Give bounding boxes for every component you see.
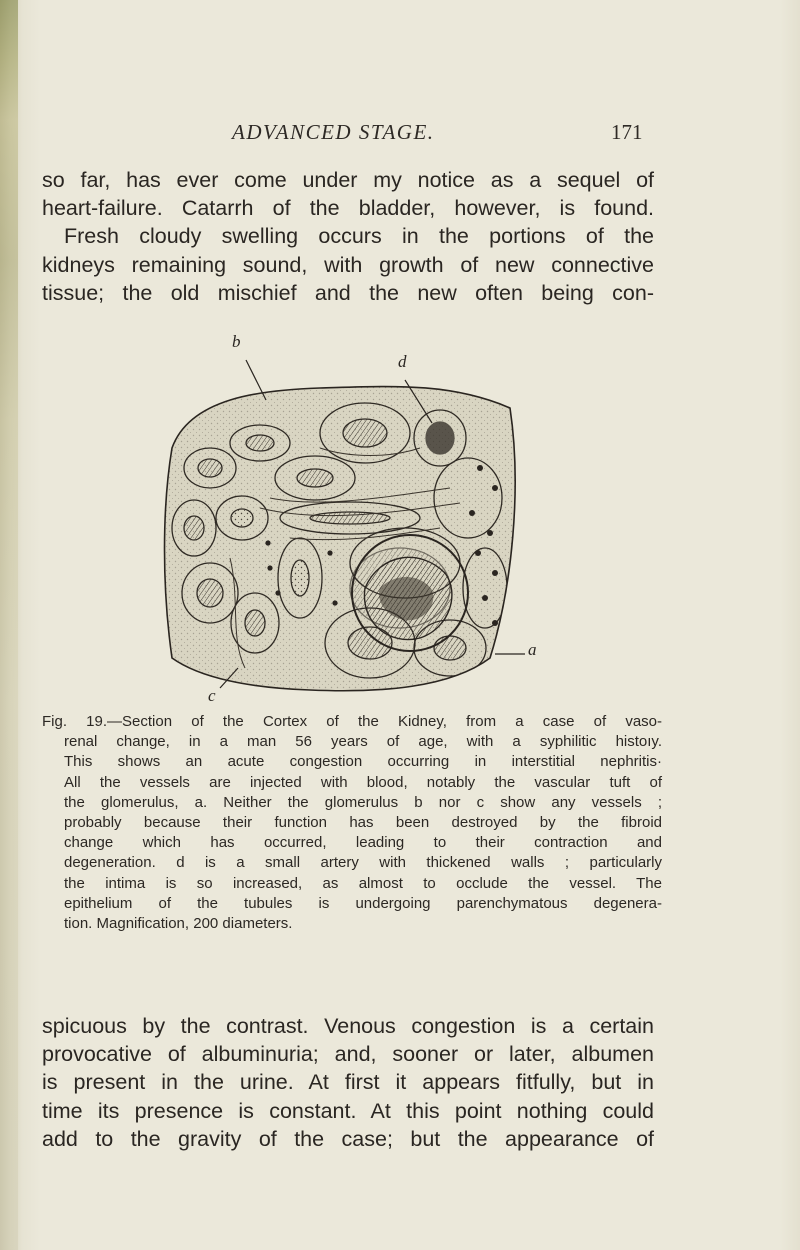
text-line: add to the gravity of the case; but the appearance of: [42, 1126, 654, 1151]
caption-line: probably because their function has been destroyed by the fibroid: [64, 813, 662, 831]
kidney-cortex-illustration: [150, 338, 550, 708]
kidney-section-figure: [150, 332, 550, 708]
figure-caption: [42, 712, 662, 934]
text-line: is present in the urine. At first it appears fitfully, but in: [42, 1070, 654, 1095]
text-line: spicuous by the contrast. Venous congestion is a certain: [42, 1014, 654, 1038]
text-line: tissue; the old mischief and the new often being con-: [42, 280, 654, 305]
caption-line: epithelium of the tubules is undergoing parenchymatous degenera-: [64, 894, 662, 912]
page-number: 171: [611, 120, 643, 144]
caption-line: degeneration. d is a small artery with thickened walls ; particularly: [64, 854, 662, 872]
text-line: so far, has ever come under my notice as a sequel of: [42, 168, 654, 192]
caption-line: All the vessels are injected with blood, notably the vascular tuft of: [64, 773, 662, 791]
text-line: time its presence is constant. At this point nothing could: [42, 1098, 654, 1123]
page-header: [0, 120, 800, 150]
caption-line: the intima is so increased, as almost to occlude the vessel. The: [64, 874, 662, 892]
figure-label-a: a: [528, 640, 537, 659]
caption-line: Fig. 19.—Section of the Cortex of the Kidney, from a case of vaso-: [42, 713, 662, 730]
caption-line: This shows an acute congestion occurring in interstitial nephritis·: [64, 753, 662, 771]
paragraph-top: [42, 166, 654, 307]
text-line: provocative of albuminuria; and, sooner or later, albumen: [42, 1042, 654, 1067]
text-line: Fresh cloudy swelling occurs in the portions of the: [64, 224, 654, 249]
figure-label-b: b: [232, 332, 241, 351]
caption-line: renal change, in a man 56 years of age, with a syphilitic histoıy.: [64, 733, 662, 751]
running-head: ADVANCED STAGE.: [232, 120, 435, 144]
text-line: kidneys remaining sound, with growth of new connective: [42, 252, 654, 277]
figure-label-d: d: [398, 352, 407, 371]
caption-line: change which has occurred, leading to their contraction and: [64, 834, 662, 852]
figure-label-c: c: [208, 686, 216, 705]
caption-line: the glomerulus, a. Neither the glomerulus b nor c show any vessels ;: [64, 793, 662, 811]
caption-line: tion. Magnification, 200 diameters.: [64, 914, 293, 932]
paragraph-bottom: [42, 1012, 654, 1153]
page-binding-edge: [0, 0, 18, 1250]
text-line: heart-failure. Catarrh of the bladder, however, is found.: [42, 196, 654, 221]
tissue-section: [150, 338, 550, 708]
